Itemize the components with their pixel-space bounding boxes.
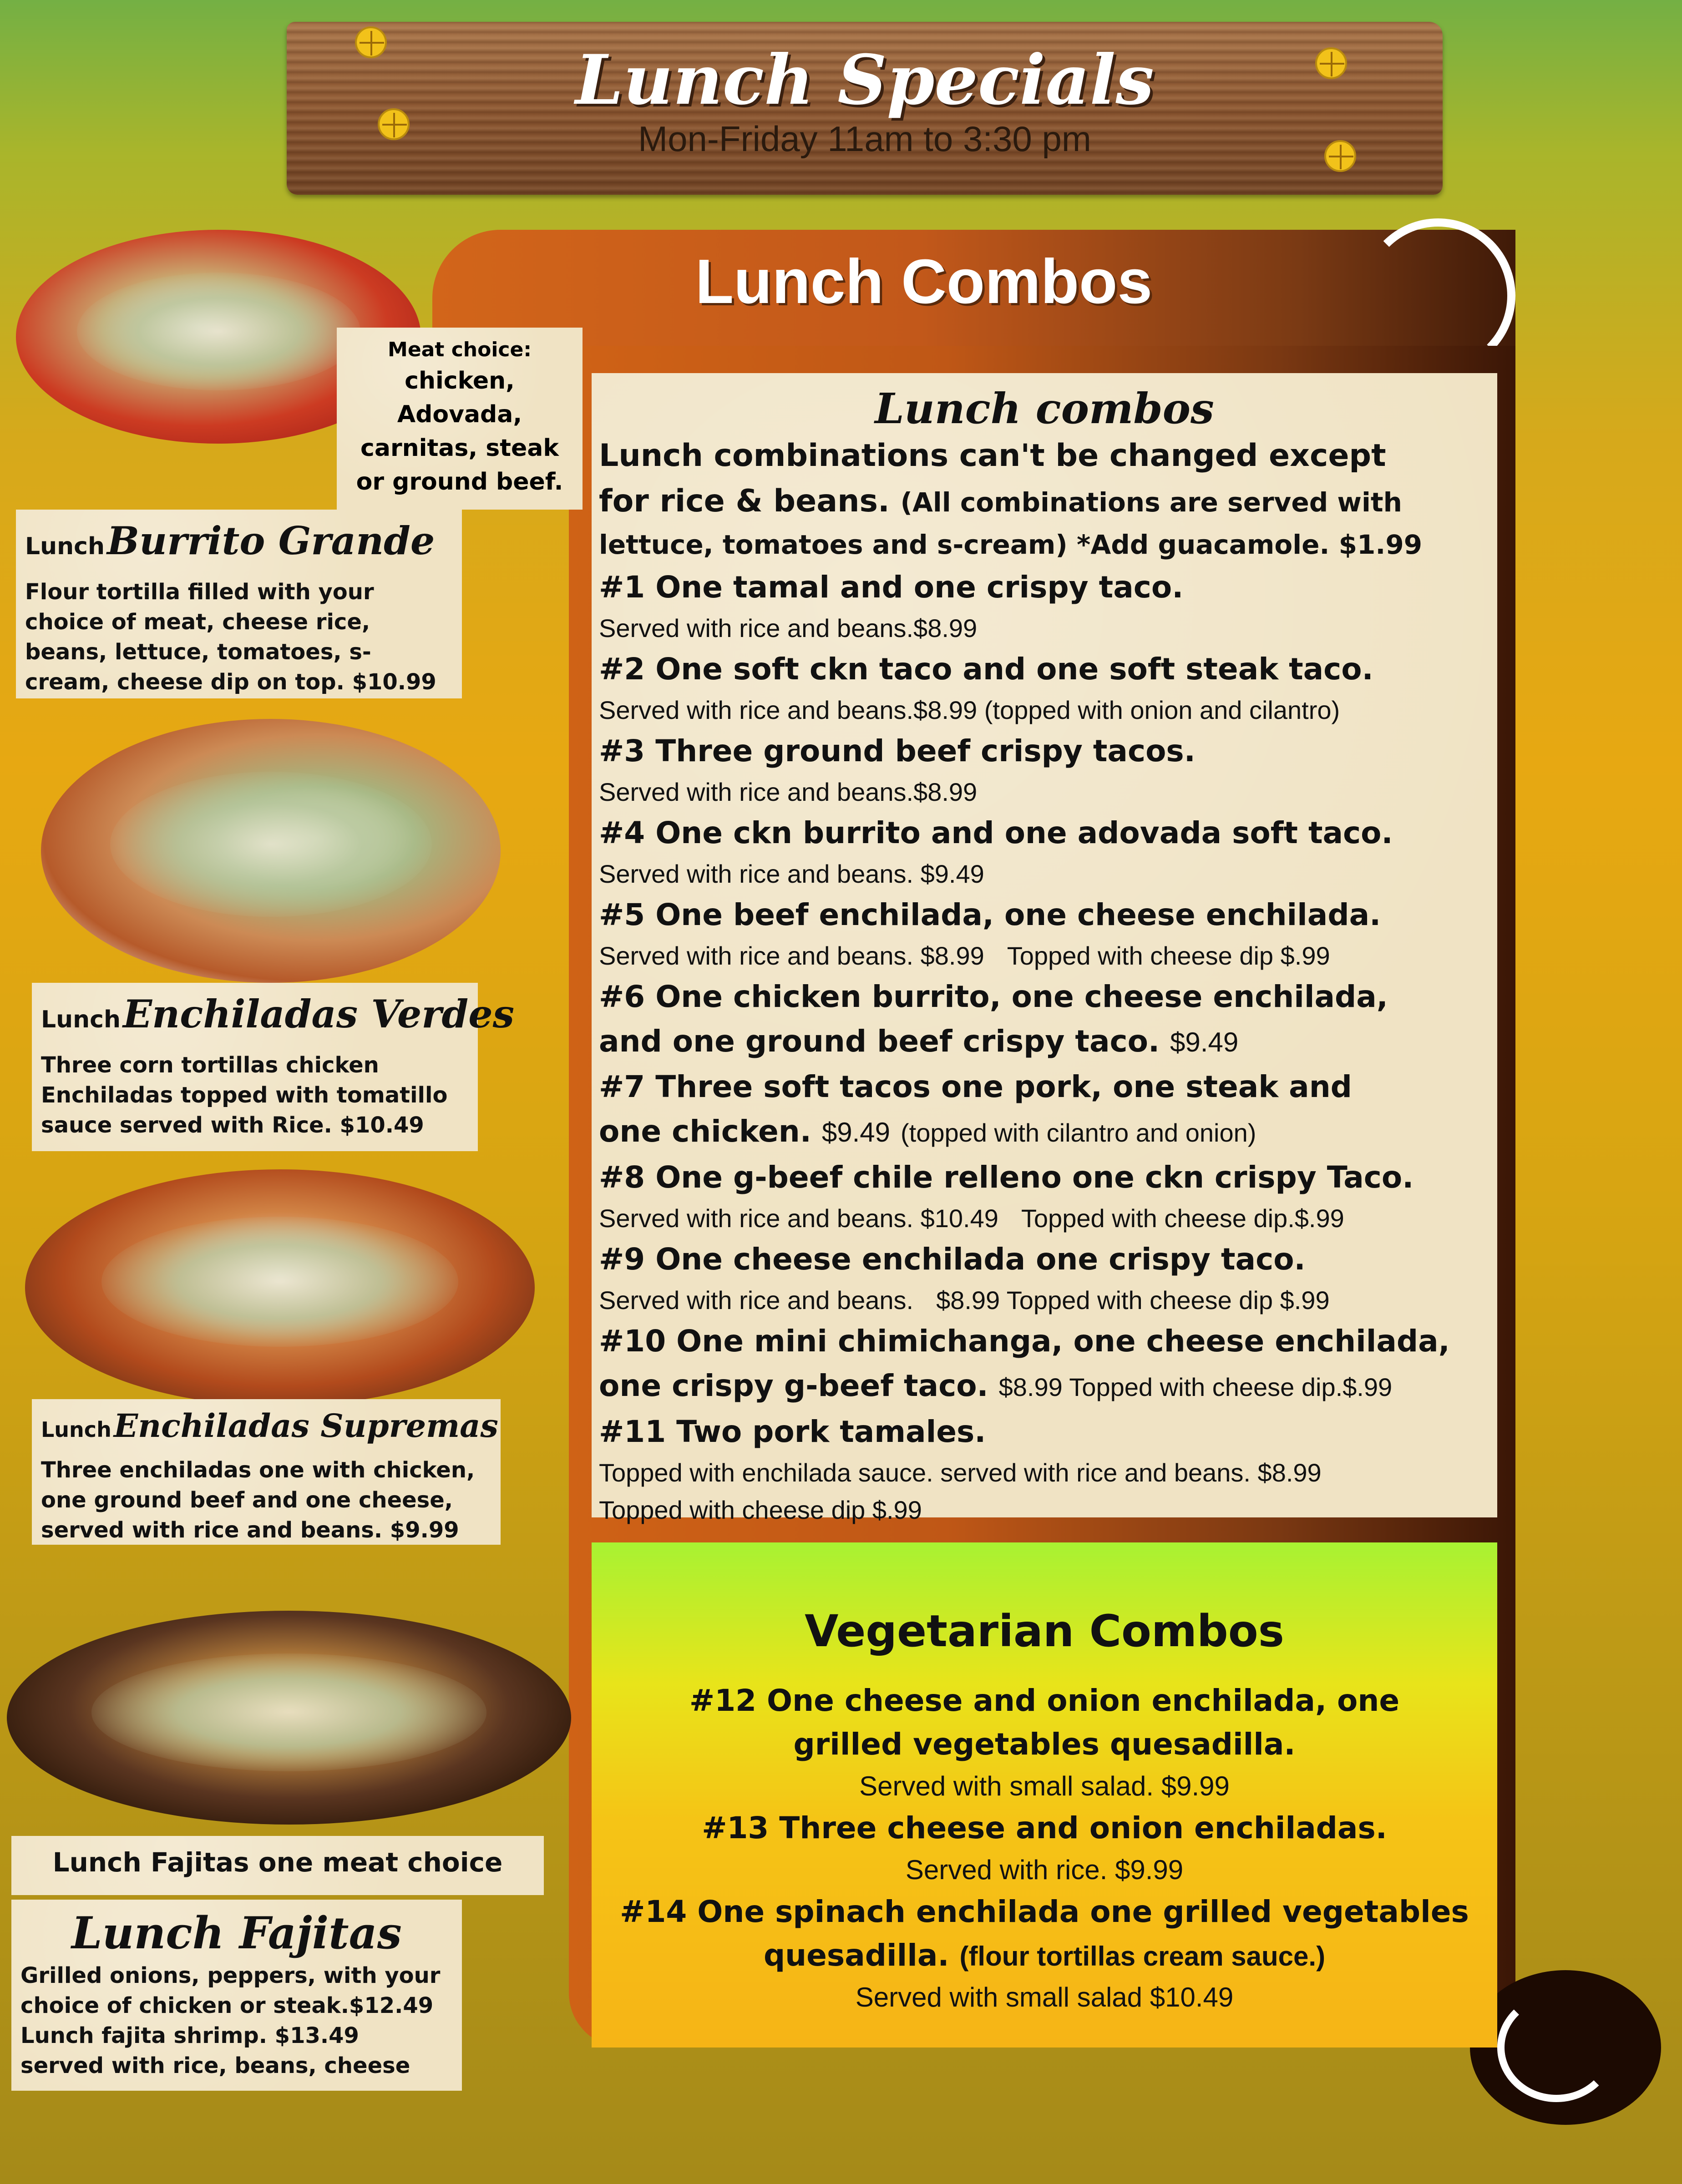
item-desc-line: one ground beef and one cheese, — [41, 1487, 453, 1513]
combo-item-title-cont: one crispy g-beef taco. — [599, 1368, 988, 1403]
combo-item-sub: Topped with enchilada sauce. served with rice and beans. $8.99 — [599, 1458, 1322, 1487]
veg-item-title: #13 Three cheese and onion enchiladas. — [702, 1810, 1387, 1845]
meat-choice-label: Meat choice: — [388, 338, 532, 361]
combo-item-title — [599, 1364, 1490, 1410]
veg-item-sub: Served with small salad $10.49 — [855, 1982, 1234, 2012]
item-desc-line: choice of meat, cheese rice, — [25, 609, 370, 635]
veg-item-title-cont: quesadilla. — [763, 1938, 949, 1973]
veg-item-title: grilled vegetables quesadilla. — [793, 1727, 1296, 1762]
combos-intro-line — [599, 479, 1490, 524]
item-desc-line: Flour tortilla filled with your — [25, 579, 374, 605]
meat-choice-line: carnitas, steak — [360, 435, 559, 462]
panel-banner-title: Lunch Combos — [695, 247, 1153, 317]
combos-intro-line: Lunch combinations can't be changed except — [599, 438, 1386, 474]
combo-item-title: #8 One g-beef chile relleno one ckn crispy Taco. — [599, 1160, 1414, 1195]
combos-intro-bold: for rice & beans. — [599, 483, 890, 519]
combo-item-sub: Served with rice and beans.$8.99 — [599, 614, 978, 642]
enchiladas-supremas-box — [32, 1399, 501, 1545]
combo-item-title: #10 One mini chimichanga, one cheese enchilada, — [599, 1324, 1450, 1359]
page-title: Lunch Specials — [575, 40, 1154, 120]
combo-item-price: $9.49 — [1170, 1027, 1239, 1057]
combo-item-price: $8.99 Topped with cheese dip.$.99 — [998, 1373, 1393, 1401]
item-prefix: Lunch — [41, 1417, 111, 1442]
combo-item-title: #1 One tamal and one crispy taco. — [599, 570, 1184, 605]
burrito-grande-box — [16, 510, 462, 698]
combo-item-sub-extra: Topped with cheese dip $.99 — [1007, 941, 1330, 970]
enchiladas-verdes-photo — [41, 719, 501, 983]
item-desc-line: beans, lettuce, tomatoes, s- — [25, 639, 371, 665]
item-name: Burrito Grande — [107, 518, 435, 563]
combo-item-sub: Served with rice and beans.$8.99 — [599, 778, 978, 806]
item-desc-line: served with rice, beans, cheese — [20, 2053, 410, 2078]
item-prefix: Lunch — [41, 1006, 121, 1033]
combo-item-title: #11 Two pork tamales. — [599, 1414, 986, 1449]
lunch-fajitas-box — [11, 1900, 462, 2091]
combo-item-sub-extra: Topped with cheese dip.$.99 — [1021, 1204, 1344, 1233]
item-name: Lunch Fajitas — [71, 1907, 402, 1959]
veg-item-title — [592, 1934, 1497, 1977]
enchiladas-verdes-box — [32, 983, 515, 1151]
item-name: Enchiladas Supremas — [113, 1407, 498, 1445]
combo-item-sub-text: Served with rice and beans. $8.99 — [599, 941, 984, 970]
combo-item-title: #6 One chicken burrito, one cheese enchilada, — [599, 979, 1388, 1014]
combos-intro-line: lettuce, tomatoes and s-cream) *Add guacamole. $1.99 — [599, 529, 1423, 560]
combo-item-title — [599, 1019, 1490, 1065]
enchiladas-supremas-photo — [25, 1169, 535, 1406]
item-name: Enchiladas Verdes — [123, 991, 515, 1036]
fajitas-one-meat-box — [11, 1836, 544, 1895]
combo-item-sub — [599, 937, 1490, 975]
item-desc-line: cream, cheese dip on top. $10.99 — [25, 669, 436, 695]
combo-item-sub — [599, 1282, 1490, 1319]
combo-item-sub-text: Served with rice and beans. — [599, 1286, 914, 1314]
fajitas-one-meat-text: Lunch Fajitas one meat choice — [52, 1847, 503, 1878]
item-desc-line: Lunch fajita shrimp. $13.49 — [20, 2023, 359, 2048]
combo-item-title: #5 One beef enchilada, one cheese enchilada. — [599, 897, 1381, 932]
item-desc-line: Three corn tortillas chicken — [41, 1052, 379, 1078]
scroll-curl-icon — [1497, 1993, 1616, 2102]
combo-item-title: #3 Three ground beef crispy tacos. — [599, 733, 1196, 768]
combo-item-sub: Served with rice and beans.$8.99 (topped with onion and cilantro) — [599, 696, 1340, 724]
vegetarian-heading: Vegetarian Combos — [805, 1606, 1284, 1657]
item-desc-line: sauce served with Rice. $10.49 — [41, 1112, 424, 1138]
combos-intro-note: (All combinations are served with — [900, 487, 1402, 518]
meat-choice-line: or ground beef. — [356, 468, 563, 495]
combo-item-sub-extra: $8.99 Topped with cheese dip $.99 — [936, 1286, 1330, 1314]
item-desc-line: Enchiladas topped with tomatillo — [41, 1082, 448, 1108]
item-desc-line: Three enchiladas one with chicken, — [41, 1457, 475, 1483]
combo-item-sub-text: Served with rice and beans. $10.49 — [599, 1204, 998, 1233]
combo-item-title-cont: one chicken. — [599, 1114, 811, 1149]
fajitas-photo — [7, 1611, 571, 1825]
combo-item-sub: Topped with cheese dip $.99 — [599, 1496, 922, 1524]
item-prefix: Lunch — [25, 533, 105, 560]
lunch-combos-box — [592, 373, 1497, 1524]
item-desc-line: choice of chicken or steak.$12.49 — [20, 1993, 434, 2018]
meat-choice-line: Adovada, — [397, 401, 522, 428]
veg-item-title: #14 One spinach enchilada one grilled vegetables — [620, 1894, 1469, 1929]
item-heading — [41, 989, 515, 1050]
combo-item-title: #4 One ckn burrito and one adovada soft taco. — [599, 815, 1393, 850]
item-desc-line: Grilled onions, peppers, with your — [20, 1963, 441, 1988]
combo-item-price: $9.49 — [821, 1117, 891, 1148]
veg-item-title: #12 One cheese and onion enchilada, one — [689, 1683, 1400, 1718]
item-desc-line: served with rice and beans. $9.99 — [41, 1517, 459, 1543]
header-sign — [287, 22, 1443, 195]
combo-item-title-cont: and one ground beef crispy taco. — [599, 1024, 1160, 1059]
veg-item-sub: Served with rice. $9.99 — [905, 1855, 1184, 1885]
item-heading — [25, 516, 453, 577]
item-heading — [41, 1405, 498, 1455]
combo-item-sub — [599, 1200, 1490, 1237]
combo-item-sub: Served with rice and beans. $9.49 — [599, 859, 984, 888]
veg-item-note: (flour tortillas cream sauce.) — [959, 1941, 1326, 1972]
hours-text: Mon-Friday 11am to 3:30 pm — [638, 119, 1091, 159]
combos-heading: Lunch combos — [875, 384, 1214, 433]
vegetarian-combos-box — [592, 1542, 1497, 2048]
meat-choice-line: chicken, — [405, 367, 515, 394]
veg-item-sub: Served with small salad. $9.99 — [859, 1771, 1230, 1801]
combo-item-title: #2 One soft ckn taco and one soft steak taco. — [599, 652, 1373, 687]
meat-choice-box — [337, 328, 583, 510]
combo-item-title — [599, 1109, 1490, 1155]
combo-item-title: #9 One cheese enchilada one crispy taco. — [599, 1242, 1306, 1277]
combo-item-note: (topped with cilantro and onion) — [901, 1118, 1256, 1147]
combo-item-title: #7 Three soft tacos one pork, one steak and — [599, 1069, 1352, 1104]
